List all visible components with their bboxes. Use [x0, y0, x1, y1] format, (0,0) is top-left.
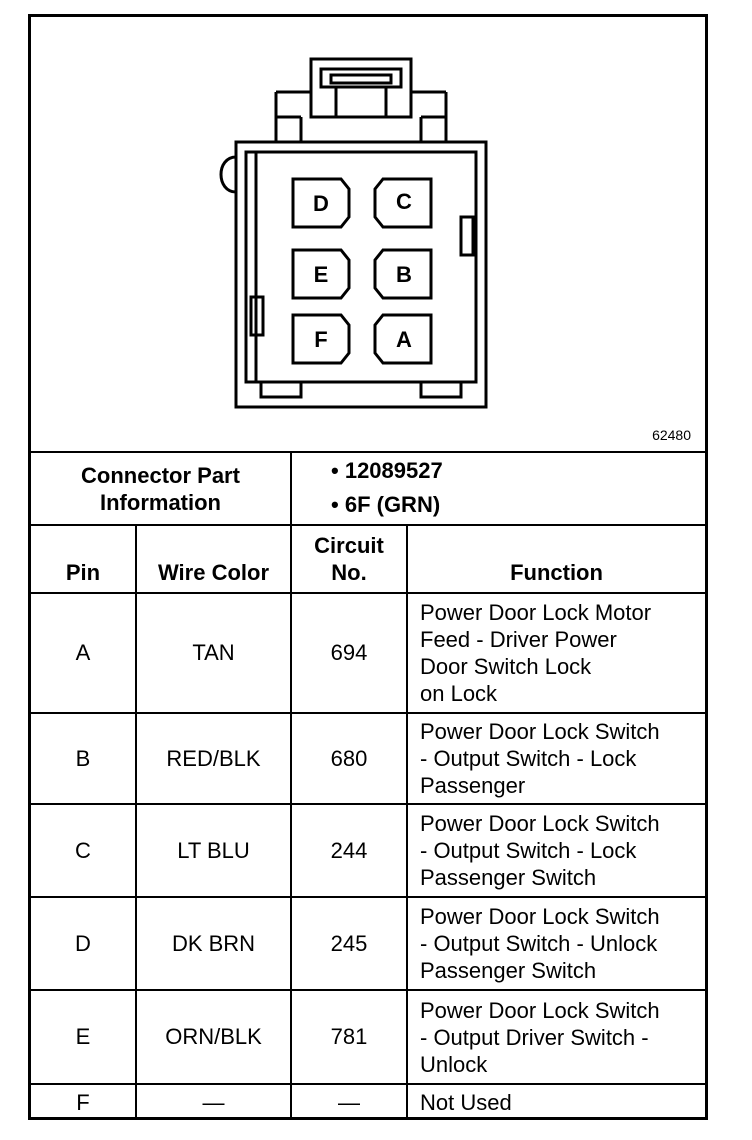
- function-line: Passenger Switch: [420, 865, 597, 890]
- header-pin: Pin: [65, 560, 101, 585]
- circuit-cell: 680: [330, 745, 368, 771]
- function-line: Passenger Switch: [420, 958, 597, 983]
- function-text: [420, 810, 660, 891]
- divider-info-vertical: [290, 451, 292, 524]
- wire-color-cell: ORN/BLK: [165, 1024, 262, 1049]
- wire-color-cell: RED/BLK: [166, 745, 261, 771]
- function-line: - Output Switch - Lock: [420, 838, 637, 863]
- pin-label-f: F: [314, 327, 328, 352]
- header-circuit-line2: No.: [331, 560, 367, 585]
- wire-color-cell: LT BLU: [177, 837, 250, 863]
- function-line: Passenger: [420, 773, 526, 798]
- header-function: Function: [510, 560, 603, 585]
- connector-diagram: [31, 17, 705, 451]
- circuit-cell: 781: [330, 1024, 368, 1049]
- circuit-cell: 694: [330, 640, 368, 665]
- function-cell: [408, 805, 705, 896]
- pin-cell: B: [75, 745, 91, 771]
- function-line: - Output Switch - Lock: [420, 746, 637, 771]
- function-line: Feed - Driver Power: [420, 627, 617, 652]
- function-text: [420, 997, 660, 1078]
- connector-type: • 6F (GRN): [331, 492, 441, 517]
- wire-color-cell: —: [202, 1089, 225, 1115]
- function-text: [420, 903, 660, 984]
- function-line: Power Door Lock Switch: [420, 719, 660, 744]
- wire-color-cell: TAN: [192, 640, 235, 665]
- pin-label-b: B: [396, 262, 412, 287]
- function-cell: [408, 991, 705, 1083]
- function-cell: [408, 594, 705, 712]
- circuit-cell: —: [338, 1089, 360, 1115]
- pin-cell: F: [76, 1089, 90, 1115]
- function-line: Not Used: [420, 1090, 512, 1115]
- function-line: Power Door Lock Switch: [420, 904, 660, 929]
- function-cell: [408, 1085, 705, 1120]
- pin-cell: C: [75, 837, 91, 863]
- function-cell: [408, 898, 705, 989]
- function-line: Power Door Lock Switch: [420, 811, 660, 836]
- connector-table-frame: [28, 14, 708, 1120]
- figure-id: 62480: [652, 427, 691, 443]
- part-number: • 12089527: [331, 458, 443, 483]
- pin-cell: D: [75, 930, 91, 956]
- function-line: on Lock: [420, 681, 498, 706]
- header-circuit-no: [292, 526, 406, 592]
- pin-cell: A: [75, 640, 91, 665]
- function-line: Power Door Lock Switch: [420, 997, 660, 1023]
- circuit-cell: 245: [330, 930, 368, 956]
- function-text: [420, 718, 660, 799]
- function-text: [420, 1089, 512, 1116]
- connector-info-label: [31, 453, 290, 524]
- circuit-cell: 244: [330, 837, 368, 863]
- function-line: Unlock: [420, 1051, 488, 1077]
- function-line: Door Switch Lock: [420, 654, 592, 679]
- header-circuit-line1: Circuit: [314, 533, 384, 558]
- pin-cell: E: [75, 1024, 91, 1049]
- pin-label-e: E: [313, 262, 329, 287]
- connector-type-value: 6F (GRN): [344, 492, 441, 517]
- function-line: - Output Switch - Unlock: [420, 931, 658, 956]
- function-line: Power Door Lock Motor: [420, 600, 652, 625]
- wire-color-cell: DK BRN: [171, 930, 256, 956]
- pin-cavities: [31, 17, 705, 451]
- pin-label-a: A: [396, 327, 412, 352]
- header-wire-color: Wire Color: [157, 560, 270, 585]
- connector-info-label-line1: Connector Part: [81, 462, 240, 488]
- function-line: - Output Driver Switch -: [420, 1024, 649, 1050]
- part-number-value: 12089527: [344, 458, 443, 483]
- connector-info-label-line2: Information: [100, 489, 221, 515]
- function-cell: [408, 714, 705, 803]
- function-text: [420, 599, 651, 707]
- pin-label-c: C: [396, 189, 412, 214]
- pin-label-d: D: [313, 191, 329, 216]
